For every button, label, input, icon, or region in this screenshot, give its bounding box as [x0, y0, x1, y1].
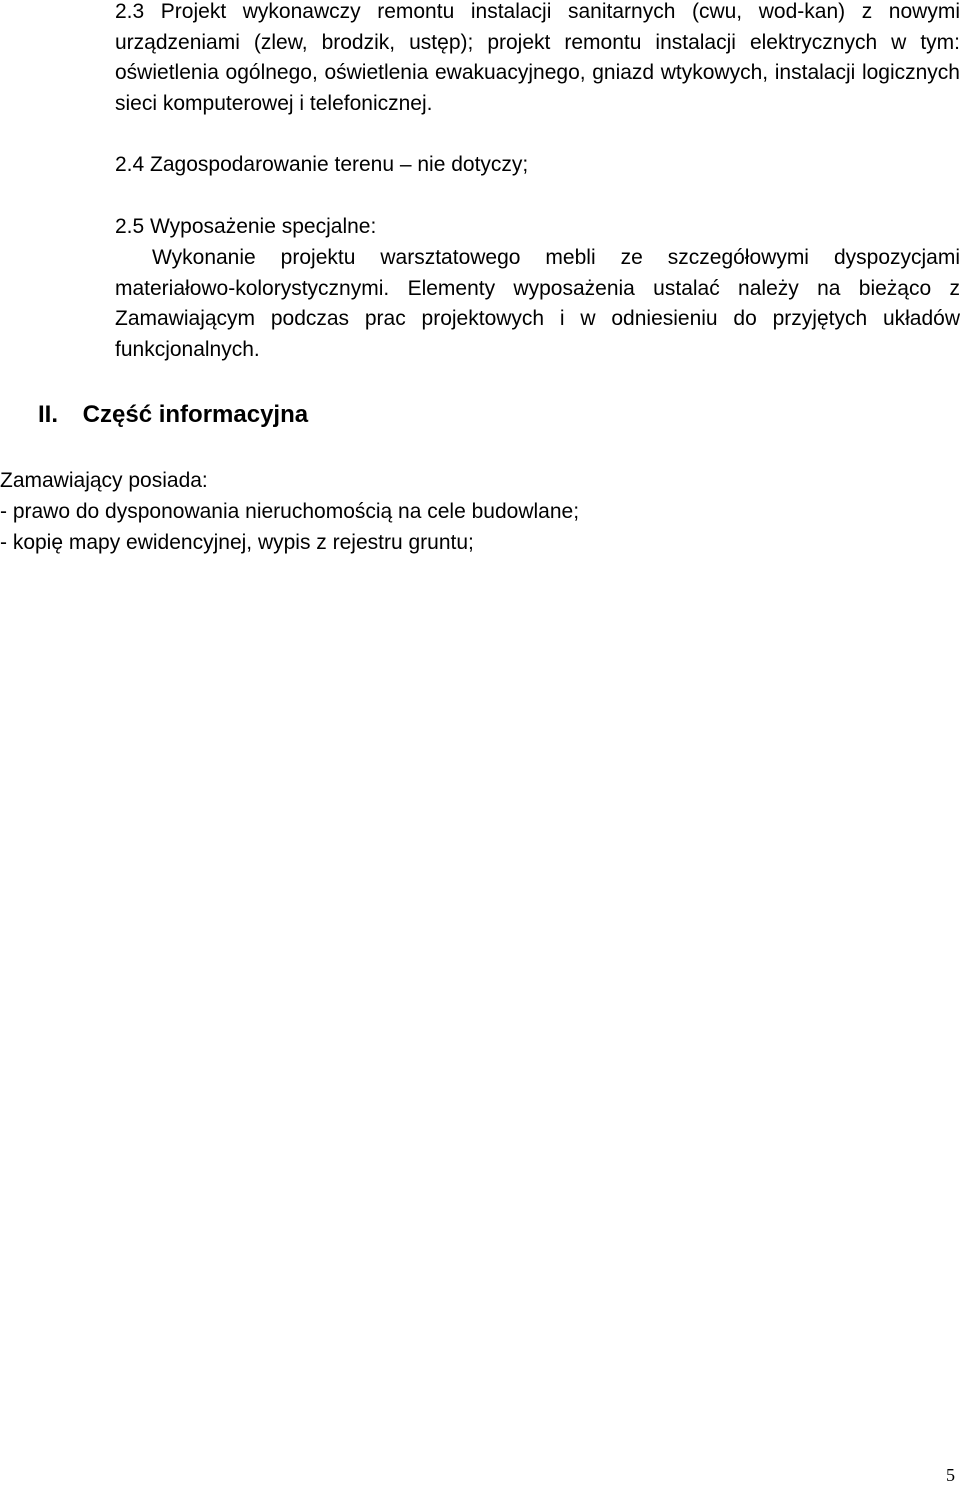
section-title: Część informacyjna: [82, 401, 309, 428]
section-heading-part-2: [38, 399, 308, 431]
page-number: 5: [946, 1465, 955, 1485]
info-list: [0, 465, 960, 558]
info-intro: Zamawiający posiada:: [0, 469, 208, 492]
paragraph-2-3: 2.3 Projekt wykonawczy remontu instalacji sanitarnych (cwu, wod-kan) z nowymi urządzeniami (zlew, brodzik, ustęp); projekt remontu instalacji elektrycznych w tym: oświetlenia ogólnego, oświetlenia ewakuacyjnego, gniazd wtykowych, instalacji logicznych sieci komputerowej i telefonicznej.: [115, 0, 960, 115]
section-number: II.: [38, 401, 59, 428]
list-item: - kopię mapy ewidencyjnej, wypis z rejestru gruntu;: [0, 531, 474, 554]
paragraph-2-5-body: Wykonanie projektu warsztatowego mebli ze szczegółowymi dyspozycjami materiałowo-kolorystycznymi. Elementy wyposażenia ustalać należy na bieżąco z Zamawiającym podczas prac projektowych i w odniesieniu do przyjętych układów funkcjonalnych.: [115, 246, 960, 361]
paragraph-2-4: 2.4 Zagospodarowanie terenu – nie dotyczy;: [115, 153, 529, 176]
list-item: - prawo do dysponowania nieruchomością na cele budowlane;: [0, 500, 580, 523]
paragraph-2-5-heading: 2.5 Wyposażenie specjalne:: [115, 215, 377, 238]
